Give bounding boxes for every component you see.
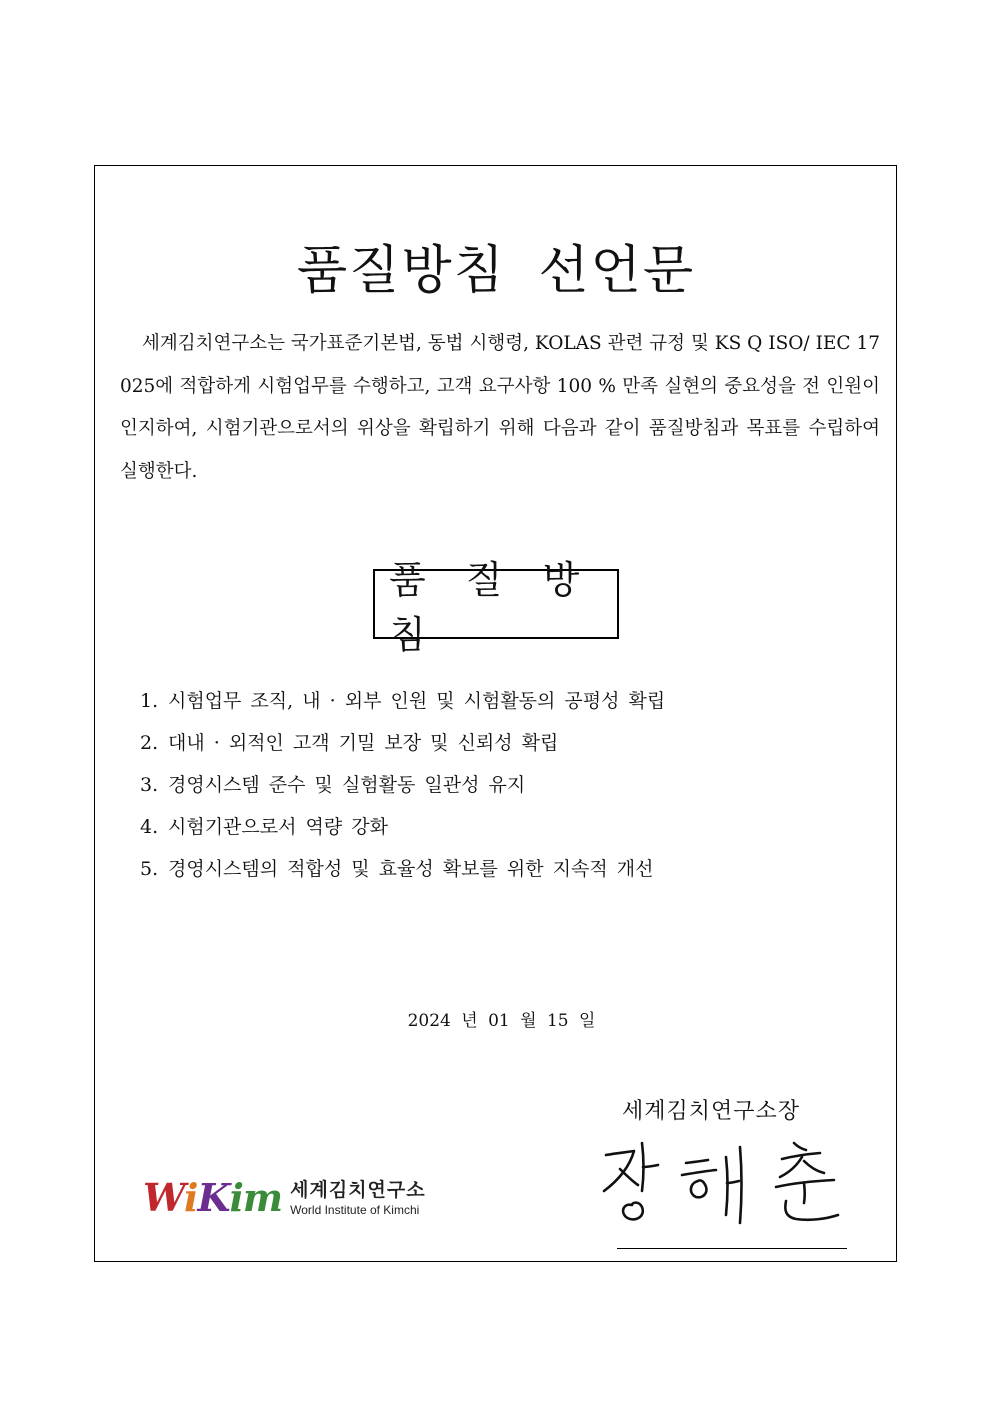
policy-text: 시험업무 조직, 내 · 외부 인원 및 시험활동의 공평성 확립 — [168, 690, 666, 712]
policy-item — [140, 764, 665, 806]
signature-image — [598, 1135, 848, 1230]
policy-item — [140, 722, 665, 764]
policy-number: 5. — [140, 858, 159, 880]
signature-line — [617, 1248, 847, 1249]
policy-text: 경영시스템 준수 및 실험활동 일관성 유지 — [168, 774, 526, 796]
policy-item — [140, 806, 665, 848]
intro-paragraph: 세계김치연구소는 국가표준기본법, 동법 시행령, KOLAS 관련 규정 및 KS Q ISO/ IEC 17025에 적합하게 시험업무를 수행하고, 고객 요구사항 100 % 만족 실현의 중요성을 전 인원이 인지하여, 시험기관으로서의 위상을 확립하기 위해 다음과 같이 품질방침과 목표를 수립하여 실행한다. — [120, 333, 880, 482]
declaration-date: 2024 년 01 월 15 일 — [407, 1011, 596, 1031]
logo-name-english: World Institute of Kimchi — [290, 1203, 420, 1217]
policy-number: 4. — [140, 816, 159, 838]
policy-text: 대내 · 외적인 고객 기밀 보장 및 신뢰성 확립 — [168, 732, 559, 754]
logo-text — [290, 1180, 425, 1218]
policy-list — [140, 680, 665, 890]
policy-number: 1. — [140, 690, 159, 712]
signer-title: 세계김치연구소장 — [622, 1099, 801, 1124]
policy-item — [140, 848, 665, 890]
signature-name: 장 해 춘 — [598, 1135, 602, 1136]
policy-number: 2. — [140, 732, 159, 754]
policy-text: 시험기관으로서 역량 강화 — [168, 816, 388, 838]
wikim-logo-mark: WiKim — [143, 1175, 283, 1220]
policy-text: 경영시스템의 적합성 및 효율성 확보를 위한 지속적 개선 — [168, 858, 654, 880]
page-title: 품질방침 선언문 — [296, 241, 696, 301]
institute-logo — [143, 1175, 426, 1220]
policy-heading: 품 질 방 침 — [389, 558, 594, 657]
logo-name-korean: 세계김치연구소 — [290, 1180, 426, 1201]
policy-number: 3. — [140, 774, 159, 796]
policy-heading-box — [373, 558, 619, 657]
policy-item — [140, 680, 665, 722]
